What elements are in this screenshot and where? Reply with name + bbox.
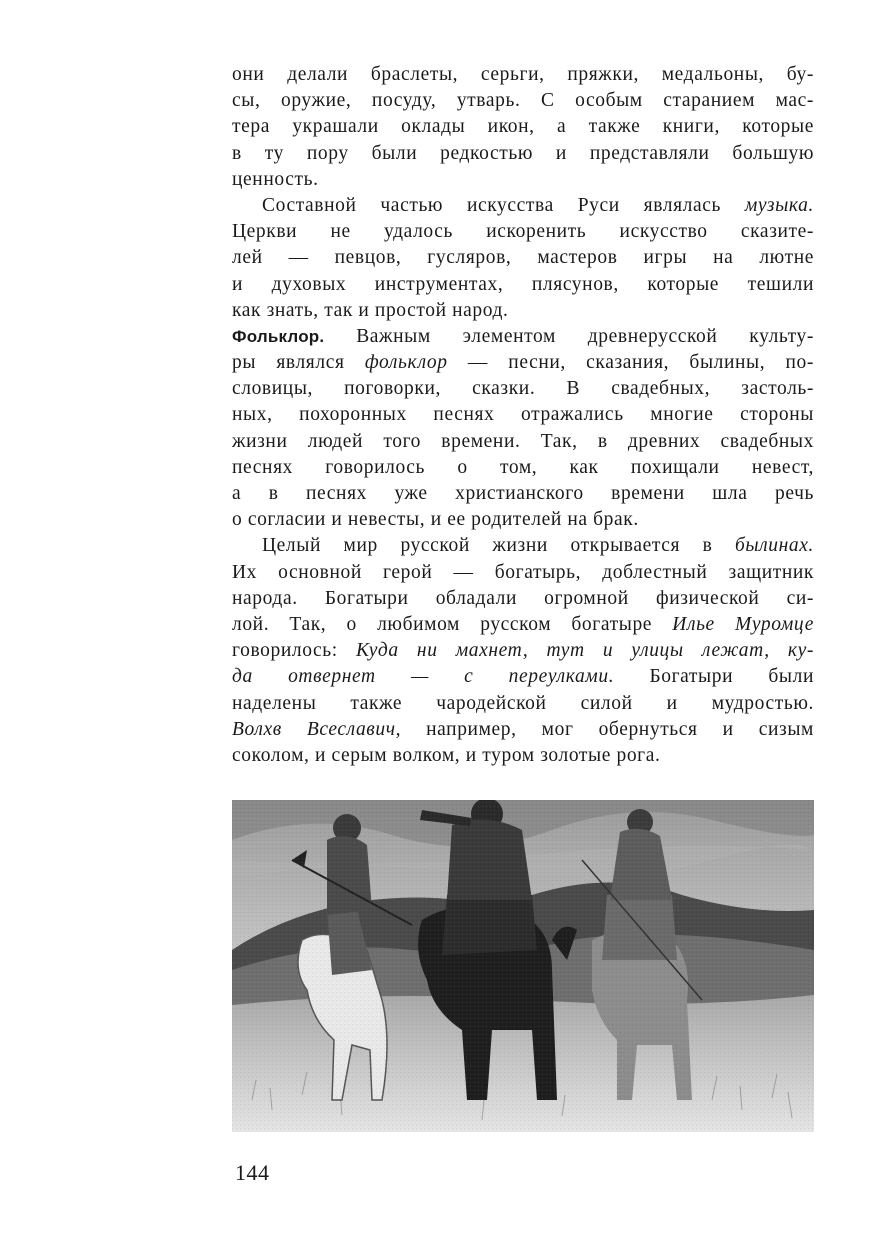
text-line xyxy=(232,743,814,769)
text-span: песнях говорилось о том, как похищали невест, xyxy=(232,456,814,478)
text-line xyxy=(232,62,814,88)
text-line xyxy=(232,717,814,743)
text-line xyxy=(232,141,814,167)
italic-term: Илье Муромце xyxy=(672,613,814,635)
section-heading: Фольклор. xyxy=(232,326,325,346)
text-span: лой. Так, о любимом русском богатыре xyxy=(232,613,673,635)
text-span: тера украшали оклады икон, а также книги, которые xyxy=(232,116,814,138)
text-span: наделены также чародейской силой и мудростью. xyxy=(232,692,814,714)
text-span: Церкви не удалось искоренить искусство сказите- xyxy=(232,221,814,243)
text-span: народа. Богатыри обладали огромной физической си- xyxy=(232,587,814,609)
italic-quote: да отвернет — с переулками. xyxy=(232,666,615,688)
text-span: ры являлся xyxy=(232,352,365,374)
text-line xyxy=(232,219,814,245)
text-line xyxy=(232,586,814,612)
text-span: о согласии и невесты, и ее родителей на брак. xyxy=(232,509,639,531)
painting-illustration xyxy=(232,800,814,1132)
text-line xyxy=(232,376,814,402)
text-span: Целый мир русской жизни открывается в xyxy=(262,535,735,557)
text-span: они делали браслеты, серьги, пряжки, медальоны, бу- xyxy=(232,64,814,85)
text-line xyxy=(232,455,814,481)
text-span: Их основной герой — богатырь, доблестный защитник xyxy=(232,561,814,583)
text-line xyxy=(232,533,814,559)
italic-term: Волхв Всеславич, xyxy=(232,718,402,740)
text-line xyxy=(232,88,814,114)
text-line xyxy=(232,612,814,638)
text-line xyxy=(232,114,814,140)
text-span: жизни людей того времени. Так, в древних свадебных xyxy=(232,430,814,452)
text-line xyxy=(232,560,814,586)
text-span: как знать, так и простой народ. xyxy=(232,299,509,321)
text-span: Важным элементом древнерусской культу- xyxy=(324,325,814,347)
text-line xyxy=(232,272,814,298)
text-span: Составной частью искусства Руси являлась xyxy=(262,194,745,216)
text-span: ценность. xyxy=(232,168,319,190)
page-number: 144 xyxy=(235,1160,270,1185)
text-span: сы, оружие, посуду, утварь. С особым старанием мас- xyxy=(232,90,814,112)
text-line xyxy=(232,324,814,350)
text-line xyxy=(232,167,814,193)
text-line xyxy=(232,298,814,324)
page-text xyxy=(232,62,814,769)
text-span: лей — певцов, гусляров, мастеров игры на лютне xyxy=(232,247,814,269)
text-span: ных, похоронных песнях отражались многие стороны xyxy=(232,404,814,426)
text-line xyxy=(232,429,814,455)
text-span: словицы, поговорки, сказки. В свадебных, застоль- xyxy=(232,378,814,400)
text-line xyxy=(232,638,814,664)
text-span: а в песнях уже христианского времени шла речь xyxy=(232,483,814,504)
text-span: и духовых инструментах, плясунов, которые тешили xyxy=(232,273,814,295)
painting-three-bogatyrs-icon xyxy=(232,800,814,1132)
text-line xyxy=(232,245,814,271)
text-line xyxy=(232,691,814,717)
text-line xyxy=(232,402,814,428)
text-span: соколом, и серым волком, и туром золотые рога. xyxy=(232,744,661,766)
text-line xyxy=(232,664,814,690)
text-span: Богатыри были xyxy=(614,666,814,688)
text-span: говорилось: xyxy=(232,640,356,662)
italic-term: музыка. xyxy=(744,194,814,216)
text-span: в ту пору были редкостью и представляли большую xyxy=(232,142,814,164)
text-span: — песни, сказания, былины, по- xyxy=(447,352,815,374)
text-line xyxy=(232,481,814,507)
italic-term: былинах. xyxy=(734,535,814,557)
text-line xyxy=(232,507,814,533)
text-line xyxy=(232,350,814,376)
text-span: например, мог обернуться и сизым xyxy=(401,718,814,740)
text-line xyxy=(232,193,814,219)
italic-quote: Куда ни махнет, тут и улицы лежат, ку- xyxy=(356,640,814,662)
italic-term: фольклор xyxy=(364,352,448,374)
